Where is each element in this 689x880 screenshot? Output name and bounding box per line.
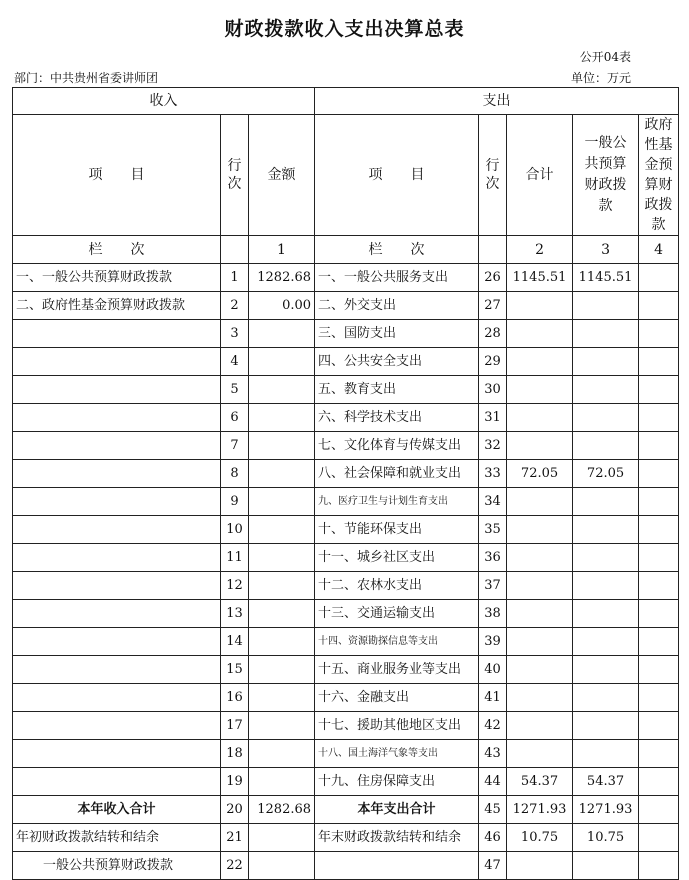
income-amount-cell [249,572,315,600]
total-cell [507,516,573,544]
table-row [13,460,679,488]
income-line-no-cell: 5 [221,376,249,404]
expenditure-item-header: 项 目 [315,115,479,236]
total-cell [507,852,573,880]
income-amount-cell [249,488,315,516]
income-amount-cell [249,432,315,460]
table-row [13,432,679,460]
expenditure-line-no-header: 行次 [479,115,507,236]
income-item-header: 项 目 [13,115,221,236]
general-budget-cell [573,600,639,628]
table-row [13,768,679,796]
income-amount-cell [249,712,315,740]
column-1: 1 [249,236,315,264]
department-label: 部门：中共贵州省委讲师团 [14,71,159,85]
expenditure-line-no-cell: 28 [479,320,507,348]
income-amount-cell [249,684,315,712]
total-header: 合计 [507,115,573,236]
total-cell: 10.75 [507,824,573,852]
expenditure-item-cell: 五、教育支出 [315,376,479,404]
table-row [13,404,679,432]
total-cell [507,544,573,572]
gov-fund-header: 政府性基金预算财政拨款 [639,115,679,236]
income-amount-cell [249,600,315,628]
income-amount-cell [249,460,315,488]
expenditure-line-no-cell: 29 [479,348,507,376]
income-amount-cell [249,376,315,404]
expenditure-item-cell [315,852,479,880]
income-line-no-cell: 2 [221,292,249,320]
income-line-no-cell: 20 [221,796,249,824]
gov-fund-cell [639,264,679,292]
table-row [13,292,679,320]
general-budget-cell: 1145.51 [573,264,639,292]
income-line-no-cell: 8 [221,460,249,488]
general-budget-cell [573,348,639,376]
expenditure-line-no-cell: 27 [479,292,507,320]
income-line-no-cell: 12 [221,572,249,600]
income-line-no-cell: 6 [221,404,249,432]
expenditure-line-no-cell: 26 [479,264,507,292]
gov-fund-cell [639,544,679,572]
income-line-no-cell: 3 [221,320,249,348]
income-amount-header: 金额 [249,115,315,236]
expenditure-line-no-cell: 32 [479,432,507,460]
table-row [13,684,679,712]
total-cell: 54.37 [507,768,573,796]
form-code: 公开04表 [579,50,631,64]
table-row [13,712,679,740]
expenditure-item-cell: 一、一般公共服务支出 [315,264,479,292]
column-2: 2 [507,236,573,264]
gov-fund-cell [639,432,679,460]
income-item-cell [13,516,221,544]
expenditure-item-cell: 十一、城乡社区支出 [315,544,479,572]
total-cell [507,488,573,516]
total-cell [507,656,573,684]
income-line-no-cell: 21 [221,824,249,852]
table-row [13,348,679,376]
general-budget-cell [573,432,639,460]
income-amount-cell [249,320,315,348]
income-item-cell [13,740,221,768]
income-item-cell [13,684,221,712]
expenditure-item-cell: 十五、商业服务业等支出 [315,656,479,684]
gov-fund-cell [639,376,679,404]
income-item-cell [13,460,221,488]
table-row [13,600,679,628]
income-item-cell [13,376,221,404]
income-item-cell [13,572,221,600]
total-cell [507,432,573,460]
general-budget-cell [573,740,639,768]
total-cell [507,712,573,740]
income-line-no-cell: 13 [221,600,249,628]
expenditure-line-no-cell: 41 [479,684,507,712]
income-line-no-cell: 11 [221,544,249,572]
expenditure-column-no-blank [479,236,507,264]
income-line-no-cell: 18 [221,740,249,768]
general-budget-cell [573,404,639,432]
expenditure-line-no-cell: 37 [479,572,507,600]
income-item-cell: 一、一般公共预算财政拨款 [13,264,221,292]
gov-fund-cell [639,740,679,768]
income-amount-cell [249,348,315,376]
expenditure-item-cell: 本年支出合计 [315,796,479,824]
gov-fund-cell [639,348,679,376]
income-column-no-blank [221,236,249,264]
gov-fund-cell [639,516,679,544]
total-cell [507,572,573,600]
income-section-header: 收入 [13,88,315,115]
income-line-no-cell: 17 [221,712,249,740]
income-amount-cell [249,852,315,880]
table-row [13,516,679,544]
income-line-no-cell: 4 [221,348,249,376]
table-row [13,320,679,348]
expenditure-item-cell: 年末财政拨款结转和结余 [315,824,479,852]
total-cell [507,348,573,376]
gov-fund-cell [639,292,679,320]
total-cell [507,684,573,712]
general-budget-cell [573,628,639,656]
general-budget-cell [573,572,639,600]
table-row [13,544,679,572]
income-amount-cell [249,656,315,684]
gov-fund-cell [639,320,679,348]
gov-fund-cell [639,824,679,852]
expenditure-item-cell: 十八、国土海洋气象等支出 [315,740,479,768]
gov-fund-cell [639,852,679,880]
general-budget-cell [573,488,639,516]
income-amount-cell [249,768,315,796]
unit-label: 单位：万元 [570,71,631,85]
table-row [13,796,679,824]
expenditure-line-no-cell: 43 [479,740,507,768]
general-budget-cell [573,712,639,740]
gov-fund-cell [639,404,679,432]
total-cell: 72.05 [507,460,573,488]
expenditure-line-no-cell: 36 [479,544,507,572]
income-line-no-cell: 10 [221,516,249,544]
expenditure-item-cell: 九、医疗卫生与计划生育支出 [315,488,479,516]
gov-fund-cell [639,684,679,712]
income-item-cell [13,600,221,628]
income-amount-cell [249,544,315,572]
expenditure-item-cell: 二、外交支出 [315,292,479,320]
expenditure-line-no-cell: 31 [479,404,507,432]
income-line-no-cell: 22 [221,852,249,880]
total-cell [507,292,573,320]
income-amount-cell [249,516,315,544]
expenditure-item-cell: 四、公共安全支出 [315,348,479,376]
general-budget-cell [573,684,639,712]
section-header-row [13,88,679,115]
total-cell: 1145.51 [507,264,573,292]
expenditure-section-header: 支出 [315,88,679,115]
general-budget-cell [573,544,639,572]
total-cell [507,376,573,404]
gov-fund-cell [639,796,679,824]
gov-fund-cell [639,768,679,796]
expenditure-column-label: 栏 次 [315,236,479,264]
table-row [13,740,679,768]
income-item-cell [13,628,221,656]
expenditure-line-no-cell: 47 [479,852,507,880]
income-item-cell [13,432,221,460]
income-item-cell [13,348,221,376]
expenditure-item-cell: 六、科学技术支出 [315,404,479,432]
income-item-cell [13,320,221,348]
general-budget-cell: 72.05 [573,460,639,488]
income-item-cell [13,404,221,432]
table-row [13,572,679,600]
income-line-no-cell: 1 [221,264,249,292]
income-amount-cell [249,824,315,852]
income-amount-cell: 0.00 [249,292,315,320]
expenditure-line-no-cell: 39 [479,628,507,656]
expenditure-item-cell: 十三、交通运输支出 [315,600,479,628]
income-column-label: 栏 次 [13,236,221,264]
general-budget-cell [573,852,639,880]
income-item-cell [13,768,221,796]
expenditure-item-cell: 十九、住房保障支出 [315,768,479,796]
gov-fund-cell [639,488,679,516]
gov-fund-cell [639,712,679,740]
expenditure-item-cell: 十七、援助其他地区支出 [315,712,479,740]
total-cell [507,404,573,432]
income-amount-cell [249,628,315,656]
general-budget-cell [573,376,639,404]
expenditure-line-no-cell: 46 [479,824,507,852]
income-item-cell: 二、政府性基金预算财政拨款 [13,292,221,320]
total-cell [507,740,573,768]
total-cell: 1271.93 [507,796,573,824]
column-3: 3 [573,236,639,264]
gov-fund-cell [639,656,679,684]
expenditure-item-cell: 三、国防支出 [315,320,479,348]
income-line-no-cell: 19 [221,768,249,796]
general-budget-header: 一般公共预算财政拨款 [573,115,639,236]
expenditure-item-cell: 十六、金融支出 [315,684,479,712]
income-line-no-cell: 7 [221,432,249,460]
income-line-no-cell: 15 [221,656,249,684]
total-cell [507,320,573,348]
expenditure-line-no-cell: 34 [479,488,507,516]
table-row [13,628,679,656]
expenditure-line-no-cell: 33 [479,460,507,488]
income-item-cell: 年初财政拨款结转和结余 [13,824,221,852]
income-line-no-cell: 14 [221,628,249,656]
income-amount-cell [249,404,315,432]
general-budget-cell: 10.75 [573,824,639,852]
income-amount-cell: 1282.68 [249,796,315,824]
income-item-cell: 一般公共预算财政拨款 [13,852,221,880]
gov-fund-cell [639,628,679,656]
general-budget-cell [573,516,639,544]
income-line-no-header: 行次 [221,115,249,236]
general-budget-cell: 1271.93 [573,796,639,824]
income-line-no-cell: 9 [221,488,249,516]
income-item-cell [13,712,221,740]
total-cell [507,628,573,656]
general-budget-cell [573,320,639,348]
table-row [13,488,679,516]
income-amount-cell: 1282.68 [249,264,315,292]
expenditure-item-cell: 七、文化体育与传媒支出 [315,432,479,460]
expenditure-item-cell: 十、节能环保支出 [315,516,479,544]
expenditure-item-cell: 十二、农林水支出 [315,572,479,600]
expenditure-line-no-cell: 45 [479,796,507,824]
table-row [13,264,679,292]
report-title: 财政拨款收入支出决算总表 [224,18,465,40]
table-row [13,656,679,684]
expenditure-line-no-cell: 40 [479,656,507,684]
general-budget-cell [573,292,639,320]
expenditure-line-no-cell: 38 [479,600,507,628]
total-cell [507,600,573,628]
income-item-cell: 本年收入合计 [13,796,221,824]
table-row [13,376,679,404]
gov-fund-cell [639,460,679,488]
income-line-no-cell: 16 [221,684,249,712]
column-4: 4 [639,236,679,264]
gov-fund-cell [639,572,679,600]
income-item-cell [13,488,221,516]
general-budget-cell: 54.37 [573,768,639,796]
expenditure-item-cell: 十四、资源勘探信息等支出 [315,628,479,656]
expenditure-item-cell: 八、社会保障和就业支出 [315,460,479,488]
expenditure-line-no-cell: 44 [479,768,507,796]
table-row [13,824,679,852]
column-number-row [13,236,679,264]
gov-fund-cell [639,600,679,628]
budget-table [12,87,679,880]
expenditure-line-no-cell: 30 [479,376,507,404]
table-row [13,852,679,880]
income-amount-cell [249,740,315,768]
general-budget-cell [573,656,639,684]
income-item-cell [13,656,221,684]
expenditure-line-no-cell: 42 [479,712,507,740]
income-item-cell [13,544,221,572]
column-header-row [13,115,679,236]
expenditure-line-no-cell: 35 [479,516,507,544]
